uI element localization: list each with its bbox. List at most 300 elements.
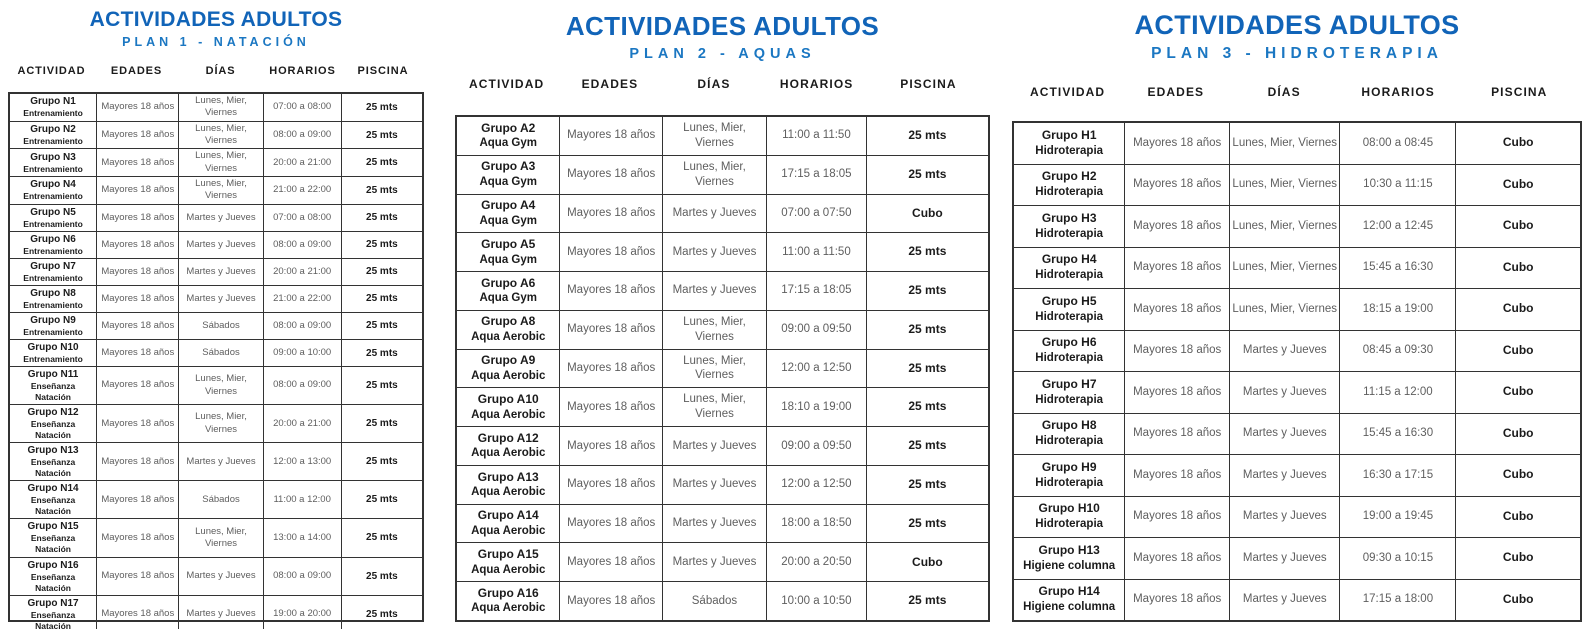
pool-cell: 25 mts bbox=[866, 233, 988, 271]
table-row bbox=[1014, 164, 1580, 206]
table-row bbox=[10, 404, 422, 442]
column-header: EDADES bbox=[581, 77, 639, 91]
group-name: Grupo H10 bbox=[1038, 501, 1100, 516]
activity-cell bbox=[10, 340, 96, 366]
ages-cell: Mayores 18 años bbox=[96, 232, 178, 258]
hours-cell: 07:00 a 08:00 bbox=[263, 94, 341, 121]
ages-cell: Mayores 18 años bbox=[1124, 414, 1229, 455]
table-row bbox=[10, 176, 422, 204]
table-row bbox=[457, 426, 988, 465]
table-row bbox=[10, 312, 422, 339]
table-row bbox=[1014, 454, 1580, 496]
activity-name: Aqua Aerobic bbox=[471, 408, 546, 421]
pool-cell: 25 mts bbox=[866, 582, 988, 620]
ages-cell: Mayores 18 años bbox=[559, 272, 661, 310]
activity-cell bbox=[457, 388, 559, 426]
group-name: Grupo A9 bbox=[481, 353, 536, 368]
group-name: Grupo N3 bbox=[30, 151, 76, 163]
group-name: Grupo H1 bbox=[1041, 127, 1097, 142]
activity-name: Aqua Aerobic bbox=[471, 331, 546, 344]
ages-cell: Mayores 18 años bbox=[96, 596, 178, 629]
hours-cell: 17:15 a 18:05 bbox=[766, 272, 866, 310]
column-header: DÍAS bbox=[205, 65, 236, 77]
days-cell: Martes y Jueves bbox=[1229, 497, 1339, 538]
group-name: Grupo A14 bbox=[477, 508, 539, 523]
group-name: Grupo N5 bbox=[30, 206, 76, 218]
activity-cell bbox=[10, 149, 96, 176]
ages-cell: Mayores 18 años bbox=[96, 519, 178, 556]
pool-cell: Cubo bbox=[1455, 372, 1580, 413]
ages-cell: Mayores 18 años bbox=[1124, 538, 1229, 579]
table-row bbox=[10, 148, 422, 176]
activity-name: Aqua Aerobic bbox=[471, 524, 546, 537]
hours-cell: 18:15 a 19:00 bbox=[1339, 289, 1455, 330]
hours-cell: 15:45 a 16:30 bbox=[1339, 248, 1455, 289]
schedule-panel-plan3-hidroterapia bbox=[1012, 0, 1582, 629]
hours-cell: 08:00 a 09:00 bbox=[263, 558, 341, 595]
ages-cell: Mayores 18 años bbox=[559, 388, 661, 426]
activity-cell bbox=[457, 233, 559, 271]
hours-cell: 10:30 a 11:15 bbox=[1339, 165, 1455, 206]
table-row bbox=[1014, 247, 1580, 289]
column-header: HORARIOS bbox=[1361, 85, 1435, 99]
table-row bbox=[1014, 205, 1580, 247]
group-name: Grupo N1 bbox=[30, 96, 76, 108]
activity-cell bbox=[1014, 372, 1124, 413]
group-name: Grupo N11 bbox=[27, 369, 79, 381]
pool-cell: 25 mts bbox=[341, 259, 422, 285]
hours-cell: 20:00 a 21:00 bbox=[263, 259, 341, 285]
hours-cell: 21:00 a 22:00 bbox=[263, 286, 341, 312]
pool-cell: 25 mts bbox=[866, 388, 988, 426]
days-cell: Martes y Jueves bbox=[178, 259, 262, 285]
activity-cell bbox=[457, 272, 559, 310]
activity-cell bbox=[10, 286, 96, 312]
activity-cell bbox=[1014, 289, 1124, 330]
days-cell: Lunes, Mier, Viernes bbox=[662, 388, 766, 426]
pool-cell: Cubo bbox=[1455, 497, 1580, 538]
activity-cell bbox=[10, 443, 96, 480]
activity-name: Hidroterapia bbox=[1035, 476, 1104, 489]
pool-cell: Cubo bbox=[866, 543, 988, 581]
group-name: Grupo H6 bbox=[1041, 335, 1097, 350]
ages-cell: Mayores 18 años bbox=[96, 94, 178, 121]
pool-cell: Cubo bbox=[1455, 414, 1580, 455]
activity-cell bbox=[457, 195, 559, 233]
column-header: ACTIVIDAD bbox=[1029, 85, 1106, 99]
hours-cell: 08:00 a 08:45 bbox=[1339, 123, 1455, 164]
activity-cell bbox=[457, 117, 559, 155]
hours-cell: 20:00 a 21:00 bbox=[263, 149, 341, 176]
days-cell: Martes y Jueves bbox=[178, 558, 262, 595]
activity-cell bbox=[457, 466, 559, 504]
pool-cell: Cubo bbox=[1455, 580, 1580, 621]
activity-cell bbox=[457, 505, 559, 543]
activity-name: Entrenamiento bbox=[23, 245, 83, 256]
activity-name: Higiene columna bbox=[1023, 601, 1116, 614]
days-cell: Lunes, Mier, Viernes bbox=[178, 367, 262, 404]
panel-title: ACTIVIDADES ADULTOS bbox=[89, 8, 343, 31]
hours-cell: 08:00 a 09:00 bbox=[263, 313, 341, 339]
pool-cell: 25 mts bbox=[341, 481, 422, 518]
ages-cell: Mayores 18 años bbox=[96, 558, 178, 595]
activity-cell bbox=[10, 259, 96, 285]
table-row bbox=[10, 557, 422, 595]
activity-name: Enseñanza Natación bbox=[30, 381, 76, 403]
panel-subtitle: PLAN 1 - NATACIÓN bbox=[122, 35, 310, 49]
pool-cell: 25 mts bbox=[341, 405, 422, 442]
hours-cell: 08:00 a 09:00 bbox=[263, 232, 341, 258]
activity-cell bbox=[457, 350, 559, 388]
table-row bbox=[10, 121, 422, 149]
days-cell: Martes y Jueves bbox=[662, 195, 766, 233]
days-cell: Martes y Jueves bbox=[1229, 331, 1339, 372]
ages-cell: Mayores 18 años bbox=[96, 340, 178, 366]
activity-cell bbox=[1014, 538, 1124, 579]
ages-cell: Mayores 18 años bbox=[96, 405, 178, 442]
pool-cell: 25 mts bbox=[866, 311, 988, 349]
ages-cell: Mayores 18 años bbox=[559, 233, 661, 271]
days-cell: Lunes, Mier, Viernes bbox=[178, 149, 262, 176]
days-cell: Sábados bbox=[662, 582, 766, 620]
group-name: Grupo H2 bbox=[1041, 169, 1097, 184]
panel-subtitle: PLAN 3 - HIDROTERAPIA bbox=[1151, 45, 1443, 62]
days-cell: Martes y Jueves bbox=[1229, 414, 1339, 455]
days-cell: Martes y Jueves bbox=[1229, 580, 1339, 621]
activity-cell bbox=[10, 122, 96, 149]
activity-cell bbox=[10, 313, 96, 339]
days-cell: Martes y Jueves bbox=[662, 233, 766, 271]
table-row bbox=[1014, 579, 1580, 621]
table-row bbox=[10, 204, 422, 231]
group-name: Grupo A2 bbox=[481, 120, 536, 135]
ages-cell: Mayores 18 años bbox=[96, 367, 178, 404]
activity-name: Aqua Aerobic bbox=[471, 447, 546, 460]
pool-cell: 25 mts bbox=[341, 519, 422, 556]
pool-cell: 25 mts bbox=[341, 443, 422, 480]
column-headers bbox=[8, 65, 424, 77]
hours-cell: 11:15 a 12:00 bbox=[1339, 372, 1455, 413]
days-cell: Martes y Jueves bbox=[178, 596, 262, 629]
table-row bbox=[1014, 123, 1580, 164]
activity-cell bbox=[10, 519, 96, 556]
ages-cell: Mayores 18 años bbox=[1124, 580, 1229, 621]
column-header: PISCINA bbox=[900, 77, 957, 91]
column-header: HORARIOS bbox=[779, 77, 854, 91]
activity-name: Hidroterapia bbox=[1035, 186, 1104, 199]
days-cell: Lunes, Mier, Viernes bbox=[1229, 289, 1339, 330]
days-cell: Martes y Jueves bbox=[662, 272, 766, 310]
ages-cell: Mayores 18 años bbox=[96, 122, 178, 149]
group-name: Grupo N17 bbox=[27, 597, 79, 609]
panel-subtitle: PLAN 2 - AQUAS bbox=[629, 46, 816, 62]
table-row bbox=[457, 194, 988, 233]
activity-name: Hidroterapia bbox=[1035, 227, 1104, 240]
pool-cell: 25 mts bbox=[866, 505, 988, 543]
table-row bbox=[10, 595, 422, 629]
hours-cell: 10:00 a 10:50 bbox=[766, 582, 866, 620]
group-name: Grupo N2 bbox=[30, 124, 76, 135]
ages-cell: Mayores 18 años bbox=[96, 259, 178, 285]
pool-cell: 25 mts bbox=[866, 272, 988, 310]
table-row bbox=[457, 465, 988, 504]
days-cell: Martes y Jueves bbox=[1229, 372, 1339, 413]
activity-name: Enseñanza Natación bbox=[30, 609, 76, 629]
activity-name: Entrenamiento bbox=[23, 218, 83, 229]
table-row bbox=[10, 94, 422, 121]
days-cell: Martes y Jueves bbox=[662, 543, 766, 581]
activity-name: Aqua Aerobic bbox=[471, 369, 546, 382]
hours-cell: 18:10 a 19:00 bbox=[766, 388, 866, 426]
activity-name: Entrenamiento bbox=[23, 136, 83, 146]
group-name: Grupo N14 bbox=[27, 483, 79, 495]
days-cell: Martes y Jueves bbox=[662, 427, 766, 465]
column-header: DÍAS bbox=[1267, 85, 1301, 99]
pool-cell: 25 mts bbox=[341, 596, 422, 629]
ages-cell: Mayores 18 años bbox=[1124, 497, 1229, 538]
table-row bbox=[10, 231, 422, 258]
pool-cell: Cubo bbox=[866, 195, 988, 233]
hours-cell: 17:15 a 18:00 bbox=[1339, 580, 1455, 621]
days-cell: Lunes, Mier, Viernes bbox=[178, 177, 262, 204]
column-headers bbox=[1012, 85, 1582, 99]
days-cell: Martes y Jueves bbox=[178, 232, 262, 258]
activity-name: Aqua Aerobic bbox=[471, 602, 546, 615]
days-cell: Martes y Jueves bbox=[1229, 455, 1339, 496]
ages-cell: Mayores 18 años bbox=[1124, 248, 1229, 289]
days-cell: Sábados bbox=[178, 313, 262, 339]
days-cell: Sábados bbox=[178, 340, 262, 366]
ages-cell: Mayores 18 años bbox=[1124, 331, 1229, 372]
group-name: Grupo H4 bbox=[1041, 252, 1097, 267]
pool-cell: 25 mts bbox=[341, 205, 422, 231]
group-name: Grupo N10 bbox=[27, 341, 79, 353]
group-name: Grupo A5 bbox=[481, 236, 536, 251]
table-row bbox=[10, 339, 422, 366]
schedule-panel-plan1-natacion bbox=[8, 0, 424, 629]
column-headers bbox=[455, 77, 990, 91]
table-row bbox=[457, 387, 988, 426]
group-name: Grupo N15 bbox=[27, 521, 79, 533]
group-name: Grupo A16 bbox=[477, 585, 539, 600]
pool-cell: 25 mts bbox=[341, 340, 422, 366]
activity-name: Hidroterapia bbox=[1035, 269, 1104, 282]
days-cell: Lunes, Mier, Viernes bbox=[178, 519, 262, 556]
pool-cell: Cubo bbox=[1455, 538, 1580, 579]
group-name: Grupo N16 bbox=[27, 559, 79, 571]
pool-cell: 25 mts bbox=[866, 427, 988, 465]
activity-cell bbox=[10, 558, 96, 595]
hours-cell: 12:00 a 13:00 bbox=[263, 443, 341, 480]
activity-cell bbox=[1014, 206, 1124, 247]
activity-cell bbox=[10, 205, 96, 231]
pool-cell: Cubo bbox=[1455, 455, 1580, 496]
ages-cell: Mayores 18 años bbox=[1124, 206, 1229, 247]
ages-cell: Mayores 18 años bbox=[559, 505, 661, 543]
hours-cell: 12:00 a 12:50 bbox=[766, 350, 866, 388]
table-row bbox=[457, 349, 988, 388]
days-cell: Lunes, Mier, Viernes bbox=[178, 94, 262, 121]
days-cell: Lunes, Mier, Viernes bbox=[1229, 123, 1339, 164]
group-name: Grupo A4 bbox=[481, 198, 536, 213]
group-name: Grupo N6 bbox=[30, 233, 76, 245]
ages-cell: Mayores 18 años bbox=[1124, 123, 1229, 164]
hours-cell: 09:30 a 10:15 bbox=[1339, 538, 1455, 579]
activity-cell bbox=[10, 596, 96, 629]
column-header: EDADES bbox=[1147, 85, 1205, 99]
days-cell: Lunes, Mier, Viernes bbox=[178, 122, 262, 149]
days-cell: Lunes, Mier, Viernes bbox=[178, 405, 262, 442]
activity-name: Entrenamiento bbox=[23, 326, 83, 337]
activity-cell bbox=[457, 582, 559, 620]
pool-cell: 25 mts bbox=[341, 558, 422, 595]
ages-cell: Mayores 18 años bbox=[559, 582, 661, 620]
hours-cell: 11:00 a 11:50 bbox=[766, 233, 866, 271]
hours-cell: 12:00 a 12:45 bbox=[1339, 206, 1455, 247]
days-cell: Lunes, Mier, Viernes bbox=[1229, 248, 1339, 289]
group-name: Grupo A6 bbox=[481, 275, 536, 290]
ages-cell: Mayores 18 años bbox=[1124, 372, 1229, 413]
hours-cell: 08:00 a 09:00 bbox=[263, 122, 341, 149]
hours-cell: 09:00 a 09:50 bbox=[766, 311, 866, 349]
activity-name: Aqua Aerobic bbox=[471, 563, 546, 576]
ages-cell: Mayores 18 años bbox=[1124, 165, 1229, 206]
days-cell: Lunes, Mier, Viernes bbox=[662, 350, 766, 388]
hours-cell: 11:00 a 11:50 bbox=[766, 117, 866, 155]
days-cell: Martes y Jueves bbox=[662, 466, 766, 504]
group-name: Grupo A8 bbox=[481, 314, 536, 329]
ages-cell: Mayores 18 años bbox=[559, 311, 661, 349]
hours-cell: 20:00 a 21:00 bbox=[263, 405, 341, 442]
pool-cell: 25 mts bbox=[341, 177, 422, 204]
hours-cell: 09:00 a 10:00 bbox=[263, 340, 341, 366]
column-header: EDADES bbox=[110, 65, 163, 77]
column-header: HORARIOS bbox=[269, 65, 336, 77]
group-name: Grupo H3 bbox=[1041, 210, 1097, 225]
activity-name: Enseñanza Natación bbox=[30, 419, 76, 441]
activity-cell bbox=[1014, 123, 1124, 164]
ages-cell: Mayores 18 años bbox=[1124, 289, 1229, 330]
activity-name: Entrenamiento bbox=[23, 299, 83, 310]
group-name: Grupo N12 bbox=[27, 407, 79, 419]
group-name: Grupo A15 bbox=[477, 547, 539, 562]
group-name: Grupo H9 bbox=[1041, 459, 1097, 474]
table-row bbox=[457, 117, 988, 155]
hours-cell: 21:00 a 22:00 bbox=[263, 177, 341, 204]
pool-cell: Cubo bbox=[1455, 248, 1580, 289]
activity-cell bbox=[457, 427, 559, 465]
activity-cell bbox=[10, 405, 96, 442]
activity-cell bbox=[10, 177, 96, 204]
days-cell: Martes y Jueves bbox=[178, 443, 262, 480]
activity-name: Enseñanza Natación bbox=[30, 571, 76, 593]
table-row bbox=[1014, 413, 1580, 455]
hours-cell: 18:00 a 18:50 bbox=[766, 505, 866, 543]
group-name: Grupo H5 bbox=[1041, 293, 1097, 308]
pool-cell: Cubo bbox=[1455, 289, 1580, 330]
table-row bbox=[1014, 371, 1580, 413]
activity-name: Hidroterapia bbox=[1035, 144, 1104, 157]
days-cell: Martes y Jueves bbox=[1229, 538, 1339, 579]
ages-cell: Mayores 18 años bbox=[1124, 455, 1229, 496]
table-body bbox=[8, 92, 424, 629]
days-cell: Lunes, Mier, Viernes bbox=[662, 156, 766, 194]
table-row bbox=[1014, 537, 1580, 579]
activity-name: Aqua Aerobic bbox=[471, 486, 546, 499]
panel-title: ACTIVIDADES ADULTOS bbox=[565, 11, 880, 41]
hours-cell: 13:00 a 14:00 bbox=[263, 519, 341, 556]
ages-cell: Mayores 18 años bbox=[96, 286, 178, 312]
activity-name: Entrenamiento bbox=[23, 163, 83, 174]
ages-cell: Mayores 18 años bbox=[96, 313, 178, 339]
activity-cell bbox=[1014, 248, 1124, 289]
pool-cell: 25 mts bbox=[866, 466, 988, 504]
pool-cell: 25 mts bbox=[866, 117, 988, 155]
days-cell: Lunes, Mier, Viernes bbox=[1229, 165, 1339, 206]
days-cell: Lunes, Mier, Viernes bbox=[662, 311, 766, 349]
activity-cell bbox=[1014, 580, 1124, 621]
table-row bbox=[457, 232, 988, 271]
days-cell: Martes y Jueves bbox=[178, 205, 262, 231]
activity-name: Hidroterapia bbox=[1035, 518, 1104, 531]
hours-cell: 07:00 a 08:00 bbox=[263, 205, 341, 231]
pool-cell: 25 mts bbox=[341, 122, 422, 149]
pool-cell: 25 mts bbox=[341, 367, 422, 404]
pool-cell: Cubo bbox=[1455, 206, 1580, 247]
column-header: ACTIVIDAD bbox=[17, 65, 86, 77]
ages-cell: Mayores 18 años bbox=[559, 427, 661, 465]
table-row bbox=[10, 285, 422, 312]
schedule-panel-plan2-aquas bbox=[455, 0, 990, 629]
group-name: Grupo H7 bbox=[1041, 376, 1097, 391]
activity-name: Hidroterapia bbox=[1035, 310, 1104, 323]
activity-cell bbox=[1014, 455, 1124, 496]
ages-cell: Mayores 18 años bbox=[96, 443, 178, 480]
ages-cell: Mayores 18 años bbox=[559, 466, 661, 504]
group-name: Grupo H13 bbox=[1038, 542, 1100, 557]
ages-cell: Mayores 18 años bbox=[559, 195, 661, 233]
group-name: Grupo N9 bbox=[30, 314, 76, 326]
activity-name: Aqua Gym bbox=[479, 253, 537, 266]
activity-cell bbox=[1014, 165, 1124, 206]
panel-title: ACTIVIDADES ADULTOS bbox=[1134, 10, 1460, 40]
activity-name: Hidroterapia bbox=[1035, 393, 1104, 406]
column-header: DÍAS bbox=[697, 77, 731, 91]
pool-cell: Cubo bbox=[1455, 331, 1580, 372]
activity-name: Aqua Gym bbox=[479, 214, 537, 227]
table-row bbox=[457, 542, 988, 581]
activity-cell bbox=[10, 94, 96, 121]
table-row bbox=[10, 480, 422, 518]
pool-cell: 25 mts bbox=[341, 149, 422, 176]
table-row bbox=[10, 366, 422, 404]
activity-name: Enseñanza Natación bbox=[30, 533, 76, 555]
ages-cell: Mayores 18 años bbox=[559, 117, 661, 155]
group-name: Grupo N13 bbox=[27, 445, 79, 457]
hours-cell: 19:00 a 20:00 bbox=[263, 596, 341, 629]
hours-cell: 17:15 a 18:05 bbox=[766, 156, 866, 194]
pool-cell: 25 mts bbox=[341, 232, 422, 258]
activity-cell bbox=[10, 481, 96, 518]
hours-cell: 09:00 a 09:50 bbox=[766, 427, 866, 465]
ages-cell: Mayores 18 años bbox=[559, 350, 661, 388]
pool-cell: 25 mts bbox=[341, 313, 422, 339]
hours-cell: 07:00 a 07:50 bbox=[766, 195, 866, 233]
group-name: Grupo N8 bbox=[30, 287, 76, 299]
table-body bbox=[455, 115, 990, 622]
activity-name: Entrenamiento bbox=[23, 191, 83, 202]
hours-cell: 20:00 a 20:50 bbox=[766, 543, 866, 581]
